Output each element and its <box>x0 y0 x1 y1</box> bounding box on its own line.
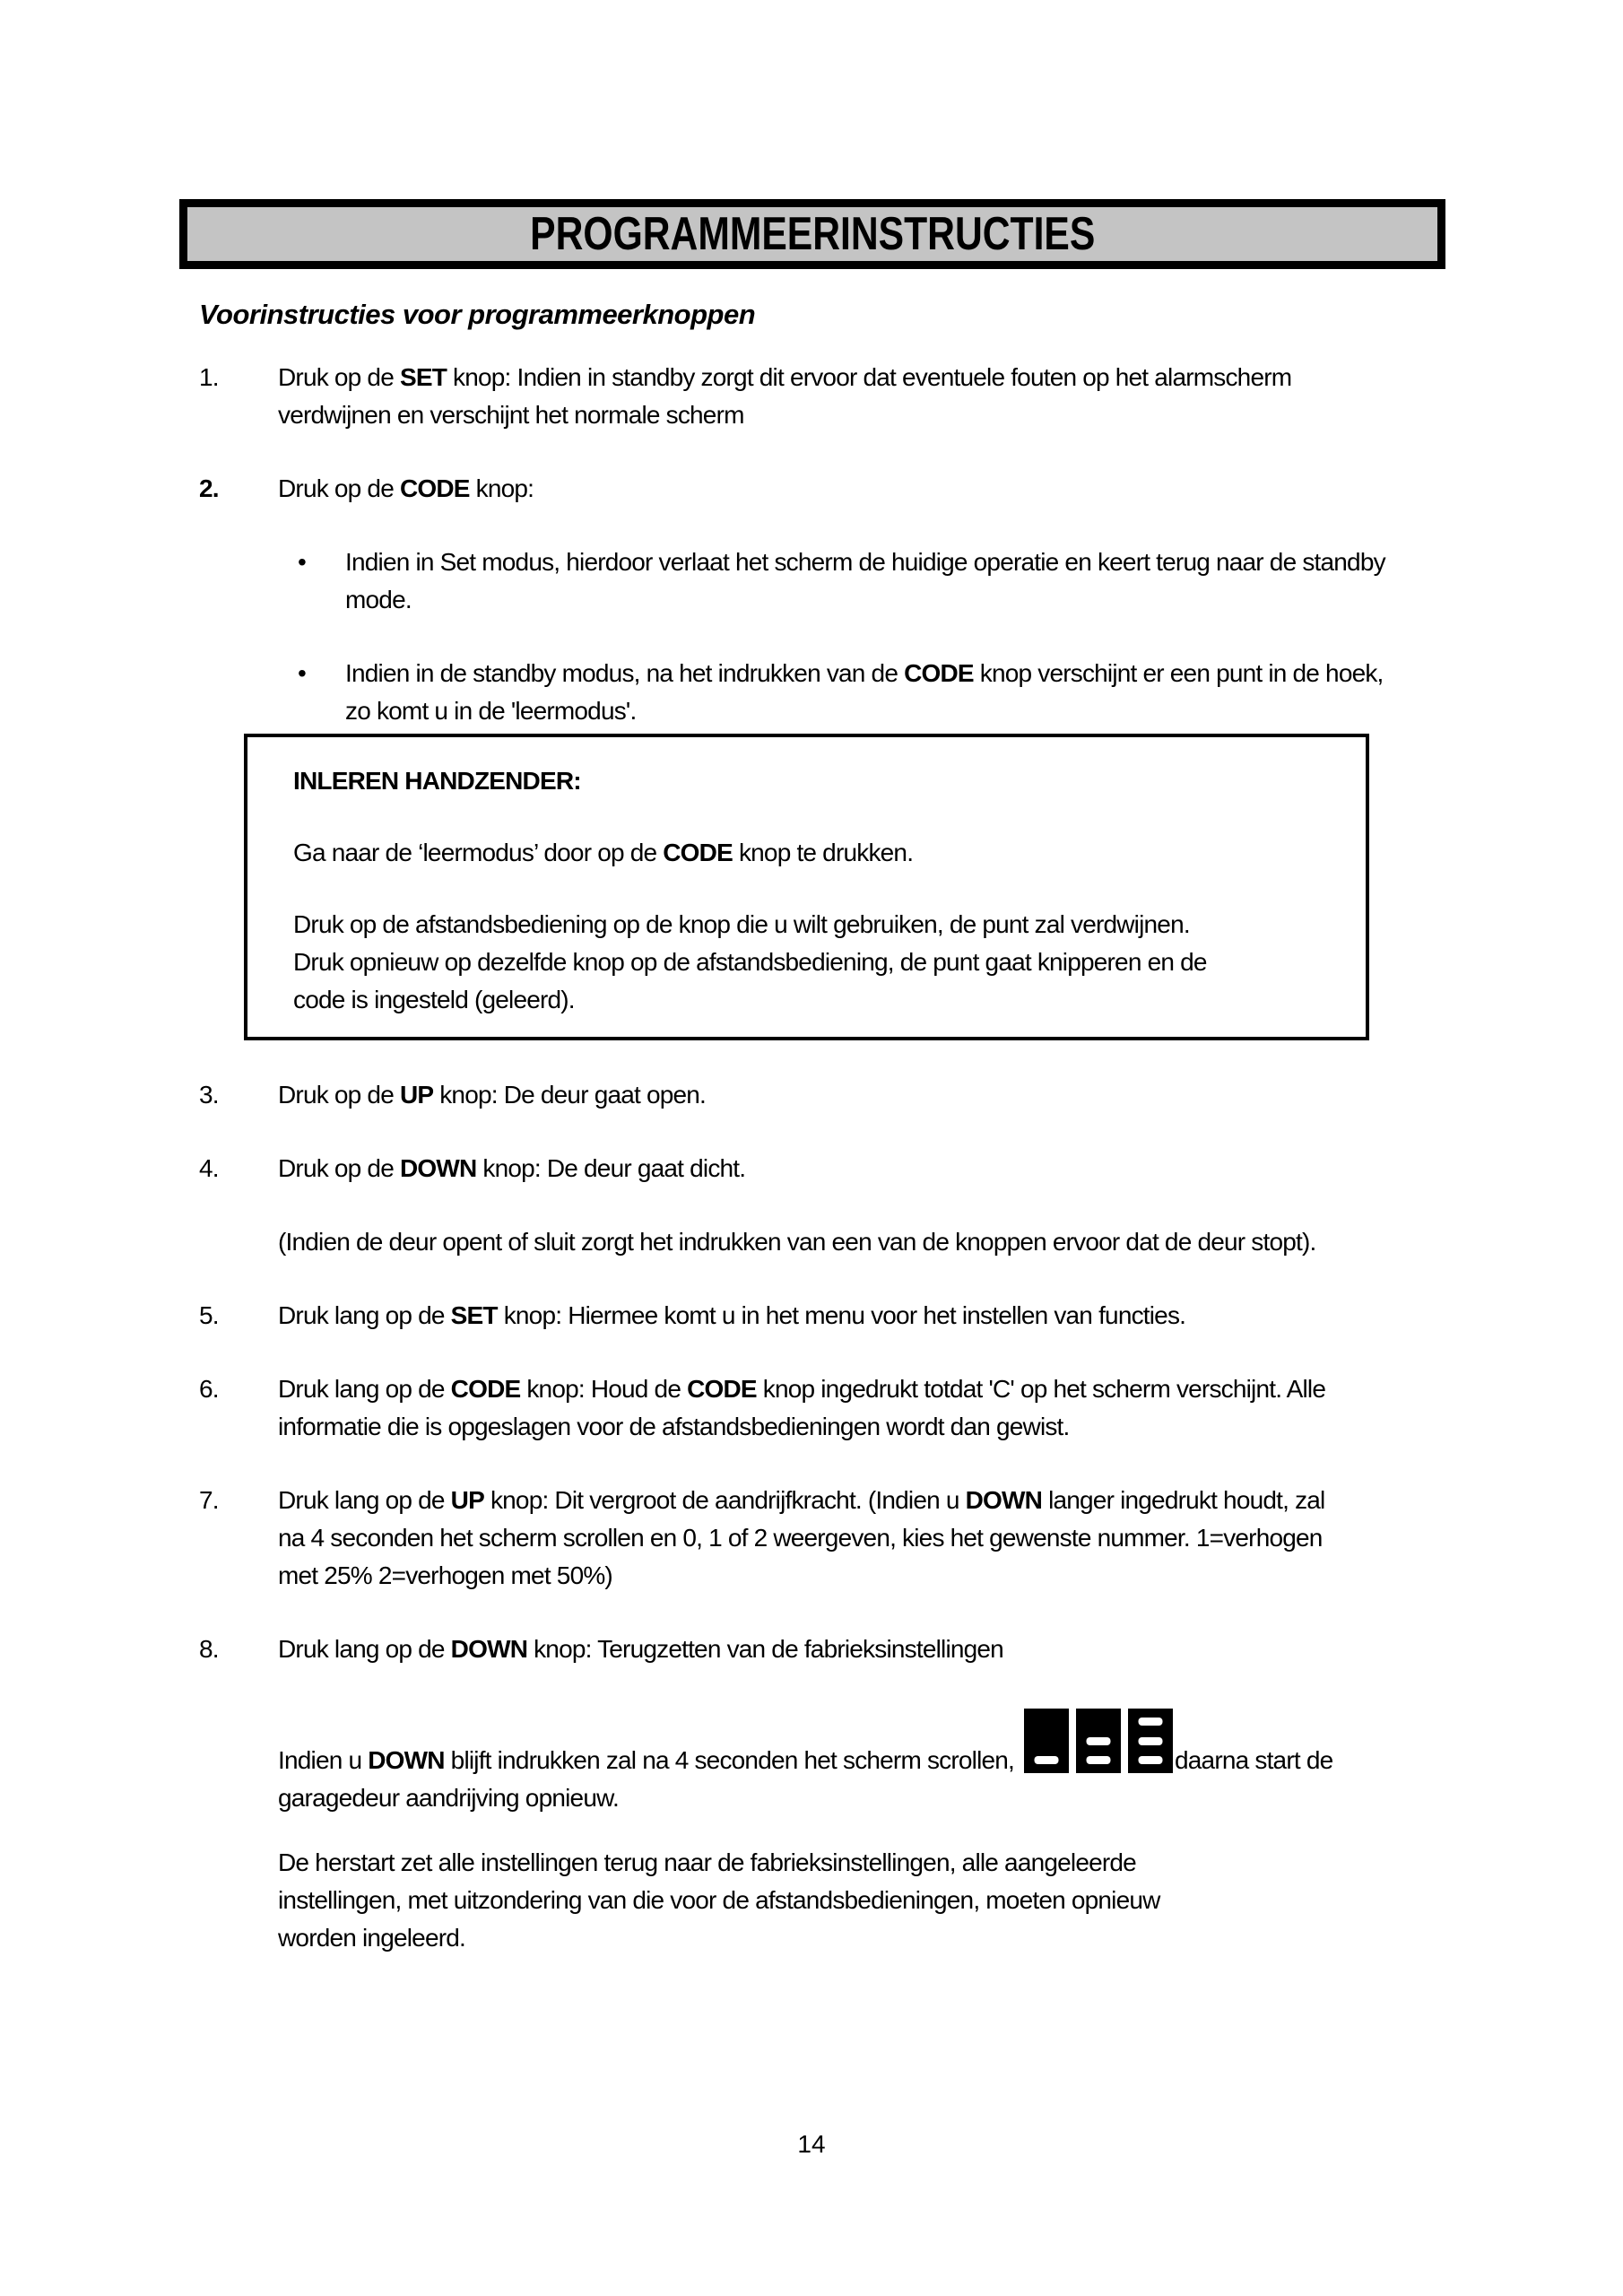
text-run: Druk lang op de <box>278 1301 451 1329</box>
text-run: knop: Indien in standby zorgt dit ervoor dat eventuele fouten op het alarmscherm verdwijnen en verschijnt het normale scherm <box>278 363 1292 429</box>
text-run: Druk lang op de <box>278 1635 451 1663</box>
text-run: knop: Hiermee komt u in het menu voor het instellen van functies. <box>497 1301 1186 1329</box>
text-run: langer ingedrukt houdt, zal na 4 seconden het scherm scrollen en 0, 1 of 2 weergeven, kies het gewenste nummer. 1=verhogen met 25% 2=verhogen met 50%) <box>278 1486 1325 1589</box>
item-text <box>278 470 534 508</box>
text-run: knop ingedrukt totdat 'C' op het scherm verschijnt. Alle informatie die is opgeslagen voor de afstandsbedieningen wordt dan gewist. <box>278 1375 1326 1440</box>
segment-bar <box>1139 1718 1163 1726</box>
bold-keyword: DOWN <box>399 1154 477 1182</box>
text-run: knop: Dit vergroot de aandrijfkracht. (Indien u <box>483 1486 966 1514</box>
bold-keyword: SET <box>450 1301 498 1329</box>
text-run: De herstart zet alle instellingen terug naar de fabrieksinstellingen, alle aangeleerde instellingen, met uitzondering van die voor de afstandsbedieningen, moeten opnieuw worden ingeleerd. <box>278 1848 1160 1952</box>
display-segment-icons <box>1024 1709 1173 1773</box>
item-number: 6. <box>199 1375 219 1403</box>
text-run: knop: <box>469 474 534 502</box>
bold-keyword: DOWN <box>368 1746 445 1774</box>
list-item-5 <box>199 1297 1412 1335</box>
item-number: 2. <box>199 474 219 502</box>
text-run: Druk op de <box>278 1081 400 1109</box>
bullet-text <box>345 544 1403 619</box>
bold-keyword: CODE <box>663 839 733 866</box>
bullet-item <box>298 655 1412 730</box>
bold-keyword: CODE <box>687 1375 757 1403</box>
text-run: (Indien de deur opent of sluit zorgt het indrukken van een van de knoppen ervoor dat de deur stopt). <box>278 1228 1316 1256</box>
text-run: knop te drukken. <box>732 839 914 866</box>
page-title: PROGRAMMEERINSTRUCTIES <box>529 208 1096 260</box>
text-run: daarna start de garagedeur aandrijving opnieuw. <box>278 1746 1333 1812</box>
text-run: knop verschijnt er een punt in de hoek, zo komt u in de 'leermodus'. <box>345 659 1384 725</box>
list-item-4 <box>199 1150 1412 1187</box>
text-run: knop: De deur gaat open. <box>433 1081 707 1109</box>
item-number: 1. <box>199 363 219 391</box>
text-run: Indien u <box>278 1746 369 1774</box>
item-text <box>278 359 1336 434</box>
note-box-paragraph <box>293 834 1235 872</box>
bullet-item <box>298 544 1412 619</box>
page-number: 14 <box>797 2130 826 2158</box>
item-number: 7. <box>199 1486 219 1514</box>
list-item-7 <box>199 1482 1412 1595</box>
text-run: knop: De deur gaat dicht. <box>476 1154 746 1182</box>
item-number: 4. <box>199 1154 219 1182</box>
text-run: blijft indrukken zal na 4 seconden het scherm scrollen, <box>444 1746 1021 1774</box>
text-run: Indien in Set modus, hierdoor verlaat het scherm de huidige operatie en keert terug naar de standby mode. <box>345 548 1385 613</box>
list-item-6 <box>199 1370 1412 1446</box>
list-item-1 <box>199 359 1412 434</box>
item-text <box>278 1482 1336 1595</box>
display-segment-icon <box>1024 1709 1069 1773</box>
display-segment-icon <box>1076 1709 1121 1773</box>
segment-bar <box>1139 1756 1163 1764</box>
bold-keyword: DOWN <box>965 1486 1043 1514</box>
item-number: 5. <box>199 1301 219 1329</box>
section-heading: Voorinstructies voor programmeerknoppen <box>199 299 756 330</box>
list-item-2 <box>199 470 1412 508</box>
instruction-flow <box>199 359 1412 1957</box>
item-number: 3. <box>199 1081 219 1109</box>
note-box <box>244 734 1369 1040</box>
bullet-text <box>345 655 1403 730</box>
segment-bar <box>1087 1756 1111 1764</box>
list-item-8 <box>199 1631 1412 1668</box>
item-text <box>278 1297 1185 1335</box>
title-bar <box>179 199 1445 269</box>
bullet-icon: • <box>298 659 307 687</box>
paragraph-with-display-icons <box>278 1704 1412 1817</box>
note-box-paragraph <box>293 906 1235 1019</box>
item-text <box>278 1150 745 1187</box>
paragraph <box>278 1223 1412 1261</box>
text-run: knop: Houd de <box>520 1375 688 1403</box>
item-number: 8. <box>199 1635 219 1663</box>
text-run: Ga naar de ‘leermodus’ door op de <box>293 839 664 866</box>
display-segment-icon <box>1128 1709 1173 1773</box>
item-text <box>278 1370 1336 1446</box>
list-item-3 <box>199 1076 1412 1114</box>
text-run: Druk op de afstandsbediening op de knop die u wilt gebruiken, de punt zal verdwijnen. Druk opnieuw op dezelfde knop op de afstandsbediening, de punt gaat knipperen en de code is ingesteld (geleerd). <box>293 910 1207 1013</box>
text-run: Druk op de <box>278 363 400 391</box>
segment-bar <box>1035 1756 1059 1764</box>
bold-keyword: CODE <box>904 659 974 687</box>
text-run: knop: Terugzetten van de fabrieksinstellingen <box>527 1635 1003 1663</box>
text-run: Druk lang op de <box>278 1486 451 1514</box>
text-run: Druk op de <box>278 1154 400 1182</box>
text-run: Druk lang op de <box>278 1375 451 1403</box>
segment-bar <box>1087 1737 1111 1745</box>
bullet-icon: • <box>298 548 307 576</box>
note-box-heading: INLEREN HANDZENDER: <box>293 767 581 795</box>
bold-keyword: SET <box>399 363 447 391</box>
text-run: Indien in de standby modus, na het indrukken van de <box>345 659 905 687</box>
bold-keyword: CODE <box>399 474 470 502</box>
bold-keyword: UP <box>399 1081 434 1109</box>
item-text <box>278 1076 706 1114</box>
bold-keyword: CODE <box>450 1375 521 1403</box>
text-run: Druk op de <box>278 474 400 502</box>
paragraph <box>278 1844 1193 1957</box>
bold-keyword: DOWN <box>450 1635 528 1663</box>
item-text <box>278 1631 1003 1668</box>
segment-bar <box>1139 1737 1163 1745</box>
bold-keyword: UP <box>450 1486 484 1514</box>
